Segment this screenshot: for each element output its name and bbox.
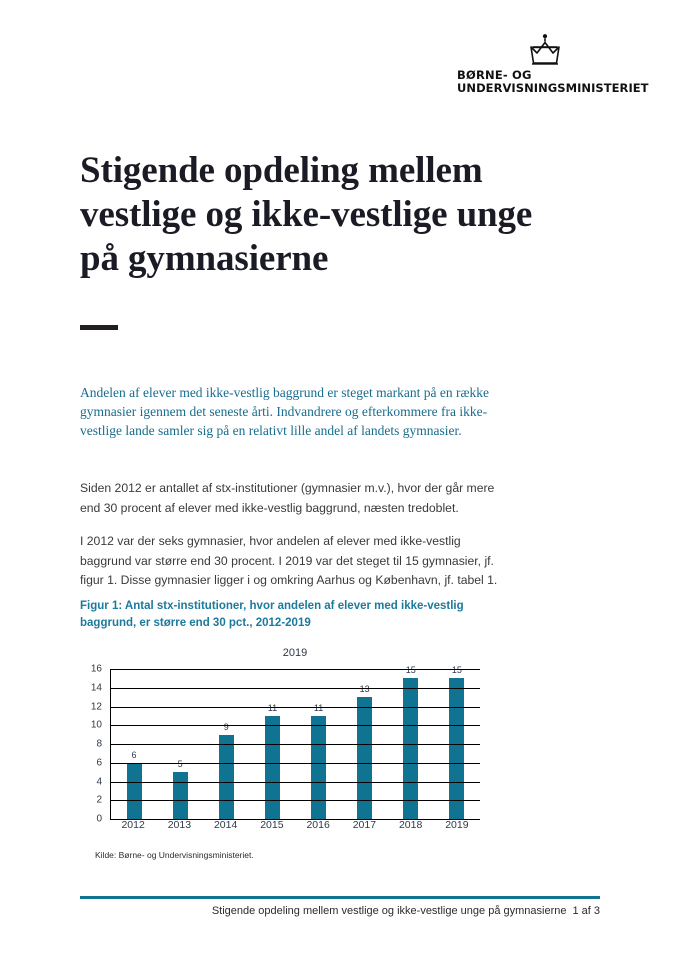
chart-y-tick-label: 16 [90, 663, 102, 675]
body-copy [80, 479, 510, 605]
figure-caption-line2: er større end 30 pct., 2012-2019 [139, 617, 311, 629]
chart-bar-value-label: 15 [405, 665, 416, 676]
chart-y-tick-label: 14 [90, 682, 102, 694]
title-divider-rule [80, 325, 118, 330]
ministry-logo [455, 33, 649, 95]
chart-plot-area [110, 665, 480, 819]
chart-x-tick-label: 2019 [445, 819, 469, 831]
lead-paragraph: Andelen af elever med ikke-vestlig baggrund er steget markant på en række gymnasier igennem det seneste årti. Indvandrere og efterkommere fra ikke-vestlige lande samler sig på en relativt lille andel af landets gymnasier. [80, 384, 489, 438]
page-title [80, 149, 620, 281]
chart-x-tick-label: 2016 [306, 819, 330, 831]
chart-bar-value-label: 6 [131, 749, 137, 760]
chart-y-tick-label: 4 [96, 776, 102, 787]
chart-bar [403, 665, 418, 819]
footer-rule [80, 896, 600, 899]
chart-bar-value-label: 5 [177, 759, 183, 770]
chart-gridline [111, 669, 480, 670]
chart-y-tick-label: 8 [96, 738, 102, 750]
ministry-logo-text [457, 68, 649, 95]
chart-y-tick-label: 6 [96, 757, 102, 769]
chart-bar [127, 749, 142, 819]
chart-bar-value-label: 15 [451, 665, 462, 676]
chart-x-tick-label: 2015 [260, 819, 284, 831]
chart-x-tick-label: 2017 [352, 819, 377, 831]
chart-bar-value-label: 9 [223, 721, 229, 732]
footer [80, 905, 600, 917]
ministry-logo-line1: BØRNE- OG [457, 68, 532, 82]
figure-caption-line1: Figur 1: Antal stx-institutioner, hvor andelen af elever med ikke-vestlig baggrund, [80, 600, 464, 629]
chart-gridline [111, 744, 480, 745]
footer-page-number: 1 af 3 [572, 905, 600, 917]
chart-gridline [111, 725, 480, 726]
chart-bar-value-label: 11 [267, 702, 278, 713]
figure-1-bar-chart [80, 645, 480, 840]
chart-bar [449, 665, 464, 819]
chart-y-tick-label: 0 [96, 813, 102, 825]
chart-gridline [111, 800, 480, 801]
page-title-line2: vestlige og ikke-vestlige unge [80, 193, 533, 235]
chart-bar [311, 702, 326, 819]
chart-x-tick-label: 2012 [121, 819, 145, 831]
ministry-logo-line2: UNDERVISNINGSMINISTERIET [457, 81, 649, 95]
chart-title: 2019 [282, 647, 308, 659]
chart-bar [219, 721, 234, 819]
chart-gridline [111, 763, 480, 764]
footer-title: Stigende opdeling mellem vestlige og ikke-vestlige unge på gymnasierne [211, 905, 567, 917]
chart-gridline [111, 688, 480, 689]
chart-bar [265, 702, 280, 819]
chart-y-tick-label: 2 [96, 794, 102, 806]
chart-x-tick-label: 2013 [167, 819, 192, 831]
chart-y-tick-label: 12 [90, 701, 102, 712]
body-paragraph-1: Siden 2012 er antallet af stx-institutioner (gymnasier m.v.), hvor der går mere end 30 procent af elever med ikke-vestlig baggrund, næsten tredoblet. [80, 481, 495, 515]
chart-x-axis [110, 819, 480, 831]
chart-y-tick-label: 10 [90, 719, 102, 731]
chart-bar [173, 759, 188, 819]
chart-bar-value-label: 13 [359, 684, 370, 695]
chart-x-tick-label: 2014 [213, 819, 238, 831]
chart-x-tick-label: 2018 [398, 819, 423, 831]
figure-caption [80, 598, 520, 632]
page-title-line3: på gymnasierne [80, 237, 329, 279]
danish-royal-crown-icon [523, 33, 567, 65]
body-paragraph-2: I 2012 var der seks gymnasier, hvor andelen af elever med ikke-vestlig baggrund var større end 30 procent. I 2019 var det steget til 15 gymnasier, jf. figur 1. Disse gymnasier ligger i og omkring Aarhus og København, jf. tabel 1. [80, 534, 498, 587]
chart-y-axis [80, 663, 106, 825]
chart-bar-value-label: 11 [313, 702, 324, 713]
page-title-line1: Stigende opdeling mellem [80, 149, 483, 191]
chart-gridline [111, 782, 480, 783]
figure-source-note: Kilde: Børne- og Undervisningsministeriet. [95, 850, 254, 860]
chart-gridline [111, 707, 480, 708]
